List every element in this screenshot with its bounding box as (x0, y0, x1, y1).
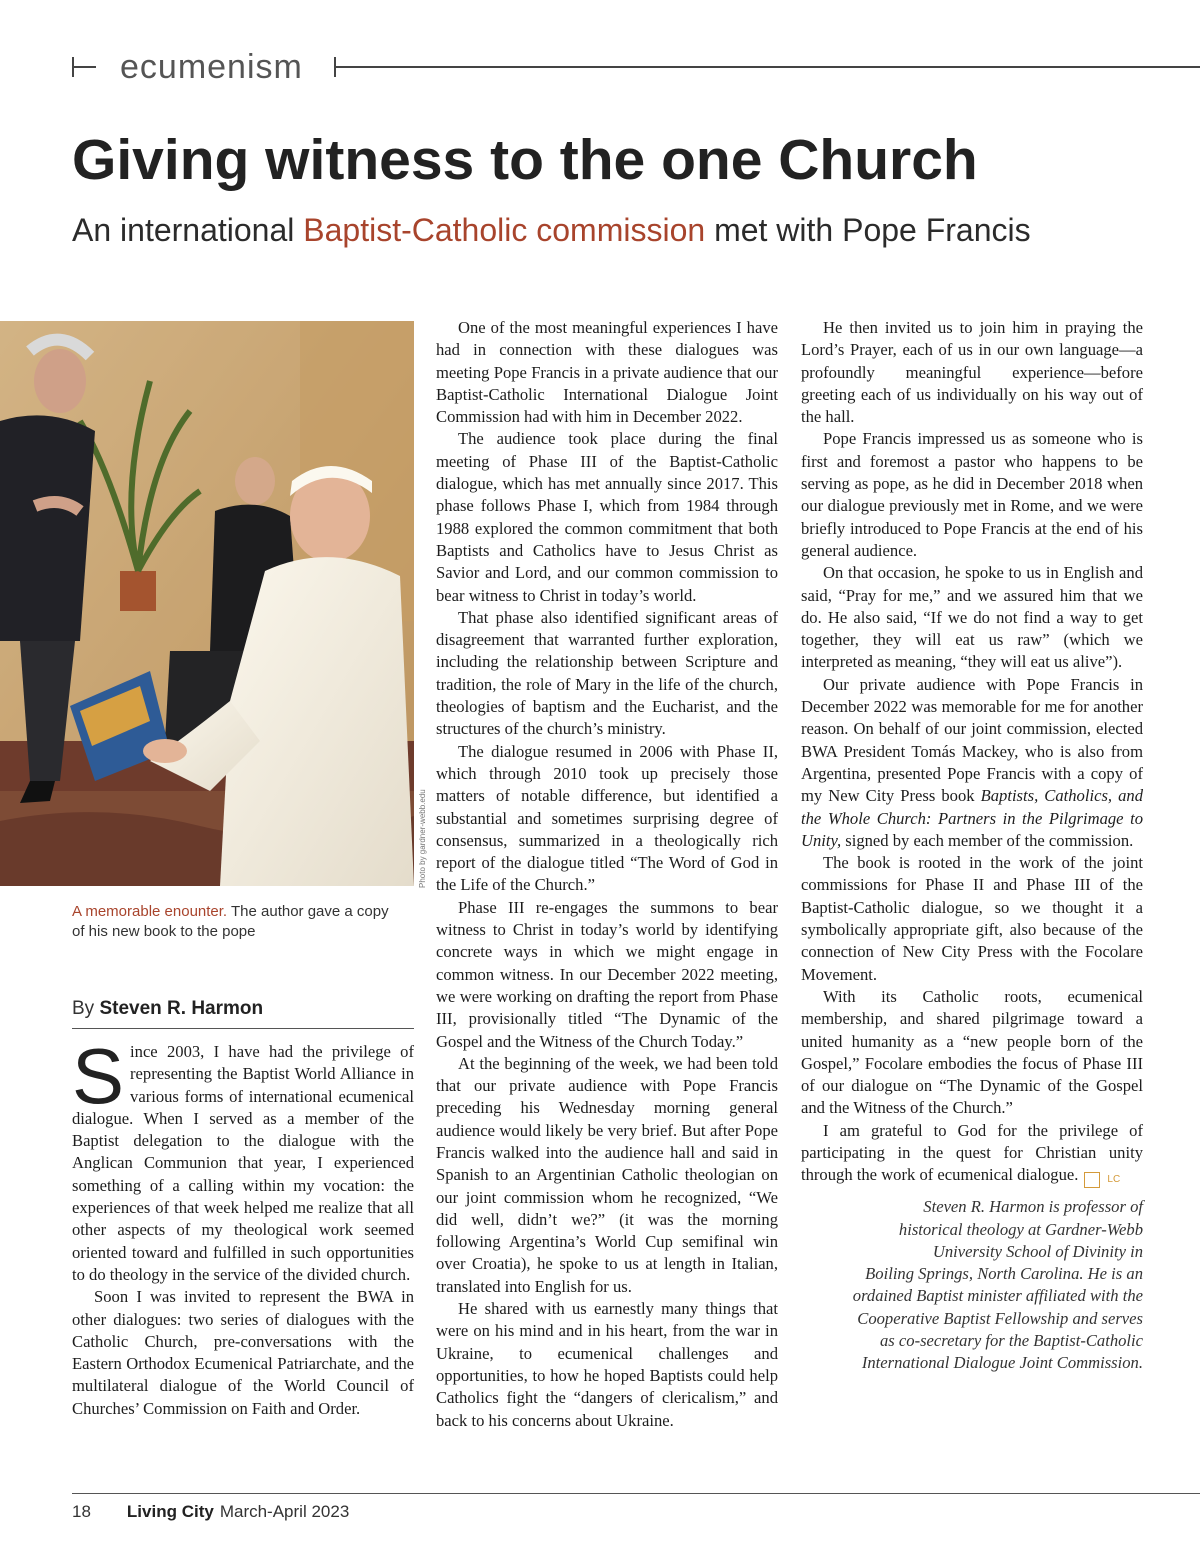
magazine-name: Living City (126, 1502, 214, 1521)
caption-lead: A memorable enounter. (72, 903, 228, 920)
body-paragraph: Soon I was invited to represent the BWA in other dialogues: two series of dialogues with the Catholic Church, pre-conversations with the Eastern Orthodox Ecumenical Patriarchate, and the multilateral dialogue of the World Council of Churches’ Commission on Faith and Order. (72, 1287, 414, 1418)
body-paragraph: The book is rooted in the work of the joint commissions for Phase II and Phase III of the Baptist-Catholic dialogue, so we thought it a symbolically appropriate gift, also because of the connection of New City Press with the Focolare Movement. (801, 853, 1143, 984)
photo-caption (72, 902, 402, 942)
body-paragraph (72, 1032, 414, 1286)
body-paragraph: With its Catholic roots, ecumenical membership, and shared pilgrimage toward a united humanity as a “new people born of the Gospel,” Focolare embodies the focus of Phase III of our dialogue on “The Dynamic of the Gospel and the Witness of the Church.” (801, 986, 1143, 1118)
article-photo (0, 321, 414, 886)
page-number: 18 (72, 1502, 91, 1521)
author-name: Steven R. Harmon (99, 998, 264, 1019)
body-paragraph: At the beginning of the week, we had been told that our private audience with Pope Francis preceding his Wednesday morning general audience would likely be very brief. But after Pope Francis walked into the audience hall and said in Spanish to an Argentinian Catholic theologian on our joint commission whom he recognized, “We did well, didn’t we?” (it was the morning following Argentina’s World Cup semifinal win over Croatia), he spoke to us at length in Italian, translated into English for us. (436, 1053, 778, 1296)
article-deck (72, 208, 1182, 252)
photo-credit-text: Photo by gardner-webb.edu (418, 789, 427, 888)
bio-line: International Dialogue Joint Commission. (861, 1353, 1143, 1373)
paragraph-text: I am grateful to God for the privilege of participating in the quest for Christian unity through the work of ecumenical dialogue. (801, 1120, 1143, 1185)
deck-accent: Baptist-Catholic commission (303, 212, 706, 248)
header-rule-left (72, 66, 96, 68)
body-paragraph: The dialogue resumed in 2006 with Phase II, which through 2010 took up precisely those matters of notable difference, but identified a substantial and sometimes surprising degree of consensus, summarized in a theologically rich report of the dialogue titled “The Word of God in the Life of the Church.” (436, 741, 778, 895)
body-paragraph: Phase III re-engages the summons to bear witness to Christ in today’s world by identifying concrete ways in which we might engage in common witness. In our December 2022 meeting, we were working on drafting the report from Phase III, provisionally titled “The Dynamic of the Gospel and the Witness of the Church Today.” (436, 897, 778, 1051)
deck-text-start: An international (72, 212, 304, 248)
bio-line: as co-secretary for the Baptist-Catholic (880, 1331, 1143, 1351)
byline-prefix: By (72, 998, 100, 1019)
caption-text: The author gave a copy of his new book to the pope (72, 903, 389, 940)
body-paragraph: On that occasion, he spoke to us in English and said, “Pray for me,” and we assured him that we do. He also said, “If we do not find a way to get together, they will eat us raw” (which we interpreted as meaning, “they will eat us alive”). (801, 563, 1143, 672)
body-column-3 (801, 317, 1143, 1375)
bio-line: Cooperative Baptist Fellowship and serves (857, 1308, 1143, 1328)
body-paragraph: He shared with us earnestly many things that were on his mind and in his heart, from the war in Ukraine, to ecumenical challenges and opportunities, to how he hoped Baptists could help Catholics fight the “dangers of clericalism,” and back to his concerns about Ukraine. (436, 1299, 778, 1430)
body-paragraph: He then invited us to join him in praying the Lord’s Prayer, each of us in our own language—a profoundly meaningful experience—before greeting each of us individually on his way out of the hall. (801, 318, 1143, 427)
bio-line: ordained Baptist minister affiliated with the (852, 1286, 1143, 1306)
deck-text-end: met with Pope Francis (705, 212, 1031, 248)
body-paragraph: The audience took place during the final meeting of Phase III of the Baptist-Catholic dialogue, which has met annually since 2017. This phase follows Phase I, which from 1984 through 1988 explored the common commitment that both Baptists and Catholics have to Jesus Christ as Savior and Lord, and our common commission to bear witness to Christ in today’s world. (436, 429, 778, 605)
drop-cap: S (72, 1032, 125, 1120)
bio-line: University School of Divinity in (932, 1241, 1143, 1261)
section-header (72, 48, 1200, 88)
bio-line: historical theology at Gardner-Webb (898, 1219, 1143, 1239)
article-headline: Giving witness to the one Church (72, 128, 978, 192)
paragraph-text: Our private audience with Pope Francis in December 2022 was memorable for me for another reason. On behalf of our joint commission, elected BWA President Tomás Mackey, who is also from Argentina, presented Pope Francis with a copy of my New City Press book (801, 674, 1143, 806)
body-column-1 (72, 1032, 414, 1420)
body-column-2 (436, 317, 778, 1432)
paragraph-text: signed by each member of the commission. (841, 830, 1134, 850)
author-bio (801, 1196, 1143, 1374)
footer-rule (72, 1493, 1200, 1494)
end-mark-icon: LC (1084, 1172, 1100, 1188)
header-rule-right (334, 66, 1200, 68)
body-paragraph (801, 1120, 1143, 1189)
body-paragraph: That phase also identified significant areas of disagreement that warranted further exploration, including the relationship between Scripture and tradition, the role of Mary in the life of the church, theologies of baptism and the Eucharist, and the structures of the church’s ministry. (436, 607, 778, 739)
issue-date: March-April 2023 (219, 1502, 350, 1521)
bio-line: Boiling Springs, North Carolina. He is an (865, 1264, 1143, 1284)
body-paragraph (801, 674, 1143, 852)
body-paragraph: One of the most meaningful experiences I have had in connection with these dialogues was meeting Pope Francis in a private audience that our Baptist-Catholic International Dialogue Joint Commission had with him in December 2022. (436, 318, 778, 427)
photo-credit (417, 780, 431, 888)
byline (72, 996, 414, 1029)
page-footer (72, 1500, 349, 1524)
section-label: ecumenism (120, 48, 303, 86)
paragraph-text: ince 2003, I have had the privilege of representing the Baptist World Alliance in various forms of international ecumenical dialogue. When I served as a member of the Baptist delegation to the dialogue with the Anglican Communion that year, I experienced something of a calling within my vocation: the experiences of that week helped me realize that all other aspects of my theological work seemed oriented toward and fulfilled in such opportunities to do theology in the service of the divided church. (72, 1042, 414, 1284)
body-paragraph: Pope Francis impressed us as someone who is first and foremost a pastor who happens to be serving as pope, as he did in December 2018 when our dialogue previously met in Rome, and we were briefly introduced to Pope Francis at the end of his general audience. (801, 429, 1143, 560)
bio-line: Steven R. Harmon is professor of (923, 1197, 1143, 1217)
book-title: Baptists, Catholics, and the Whole Church: Partners in the Pilgrimage to Unity, (801, 786, 1143, 850)
